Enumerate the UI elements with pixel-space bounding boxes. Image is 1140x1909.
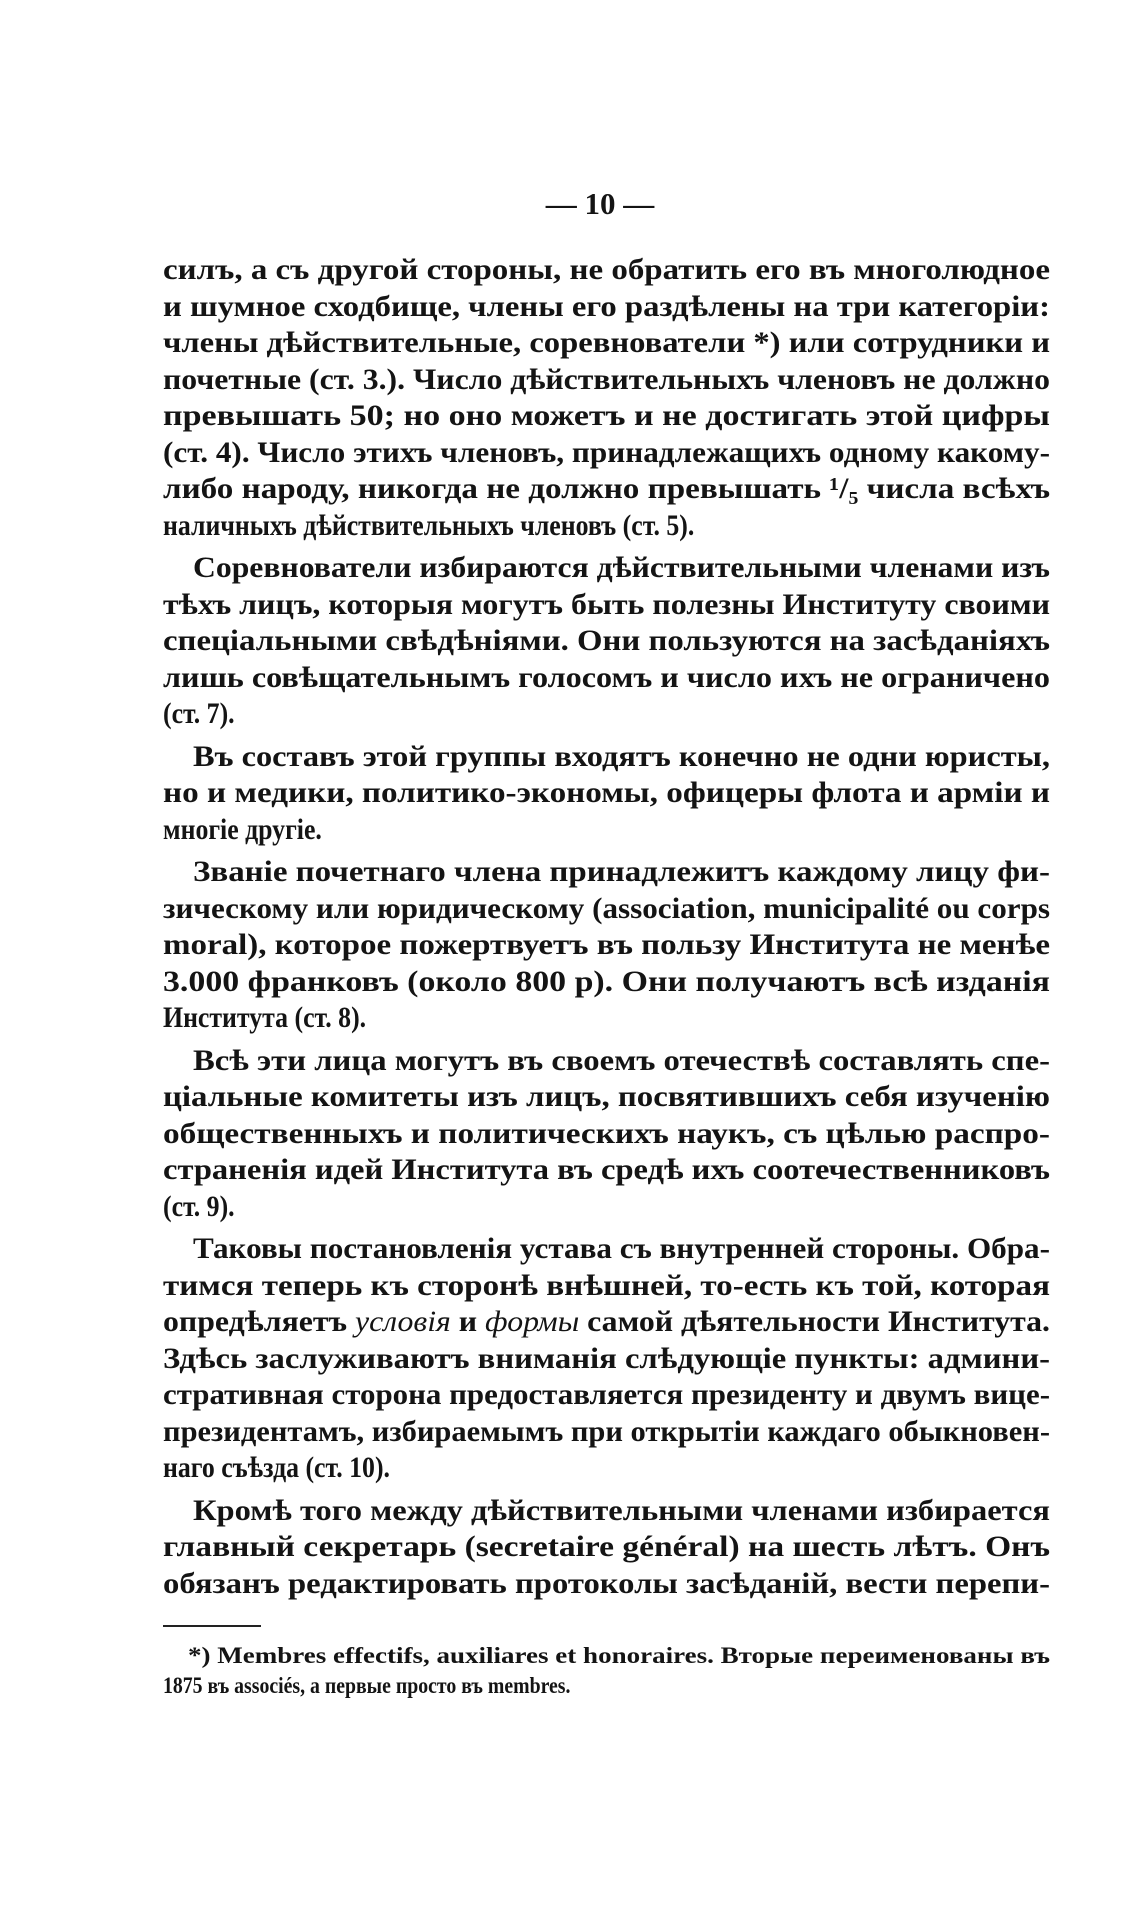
text-run: опредѣляетъ xyxy=(163,1305,356,1338)
text-line: зическому или юридическому (association, municipalité ou corps xyxy=(163,891,1050,925)
text-line: стративная сторона предоставляется президенту и двумъ вице- xyxy=(163,1378,1050,1411)
text-line: ціальные комитеты изъ лицъ, посвятившихъ себя изученію xyxy=(163,1080,1050,1113)
footnote xyxy=(163,1641,1050,1701)
italic-term: условія xyxy=(355,1305,451,1338)
page-number: — 10 — xyxy=(545,186,655,221)
text-line: 1875 въ associés, а первые просто въ membres. xyxy=(163,1673,571,1698)
paragraph xyxy=(163,1043,1050,1226)
text-line: Въ составъ этой группы входятъ конечно не одни юристы, xyxy=(193,739,1050,773)
paragraph xyxy=(163,854,1050,1037)
text-line: Всѣ эти лица могутъ въ своемъ отечествѣ составлять спе- xyxy=(193,1043,1050,1077)
text-run: и xyxy=(450,1305,486,1338)
paragraph xyxy=(163,550,1050,733)
text-line: Званіе почетнаго члена принадлежитъ каждому лицу фи- xyxy=(193,855,1050,888)
text-line: либо народу, никогда не должно превышать ¹/₅ числа всѣхъ xyxy=(163,472,1050,505)
footnote-divider xyxy=(163,1625,261,1627)
text-line: президентамъ, избираемымъ при открытіи каждаго обыкновен- xyxy=(163,1414,1050,1448)
text-line: обязанъ редактировать протоколы засѣданій, вести перепи- xyxy=(163,1566,1050,1600)
text-line: тѣхъ лицъ, которыя могутъ быть полезны Институту своими xyxy=(163,587,1050,621)
text-line: члены дѣйствительные, соревнователи *) или сотрудники и xyxy=(163,326,1050,359)
text-line: но и медики, политико-экономы, офицеры флота и арміи и xyxy=(163,776,1050,809)
italic-term: формы xyxy=(485,1305,580,1338)
body-text xyxy=(163,252,1050,1608)
text-line: Соревнователи избираются дѣйствительными членами изъ xyxy=(193,551,1050,584)
text-line: многіе другіе. xyxy=(163,812,322,846)
paragraph xyxy=(163,1493,1050,1603)
text-line: главный секретарь (secretaire général) на шесть лѣтъ. Онъ xyxy=(163,1530,1050,1563)
text-line: лишь совѣщательнымъ голосомъ и число ихъ не ограничено xyxy=(163,660,1050,694)
paragraph xyxy=(163,739,1050,849)
text-line: moral), которое пожертвуетъ въ пользу Института не менѣе xyxy=(163,928,1050,961)
text-line: Здѣсь заслуживаютъ вниманія слѣдующіе пункты: админи- xyxy=(163,1341,1050,1375)
text-line: превышать 50; но оно можетъ и не достигать этой цифры xyxy=(163,399,1050,432)
text-line: Таковы постановленія устава съ внутренней стороны. Обра- xyxy=(193,1232,1050,1265)
text-line: Института (ст. 8). xyxy=(163,1001,367,1034)
text-line: 3.000 франковъ (около 800 р). Они получаютъ всѣ изданія xyxy=(163,964,1050,998)
paragraph xyxy=(163,1231,1050,1487)
text-line: почетные (ст. 3.). Число дѣйствительныхъ членовъ не должно xyxy=(163,362,1050,396)
text-line: спеціальными свѣдѣніями. Они пользуются на засѣданіяхъ xyxy=(163,624,1050,657)
text-line: (ст. 9). xyxy=(163,1189,235,1223)
text-run: самой дѣятельности Института. xyxy=(579,1305,1050,1338)
text-line: тимся теперь къ сторонѣ внѣшней, то-есть къ той, которая xyxy=(163,1268,1050,1302)
text-line: силъ, а съ другой стороны, не обратить его въ многолюдное xyxy=(163,253,1050,286)
paragraph xyxy=(163,252,1050,544)
text-line: наго съѣзда (ст. 10). xyxy=(163,1451,390,1484)
text-line: наличныхъ дѣйствительныхъ членовъ (ст. 5). xyxy=(163,508,695,542)
text-line: (ст. 4). Число этихъ членовъ, принадлежащихъ одному какому- xyxy=(163,435,1050,469)
text-line: Кромѣ того между дѣйствительными членами избирается xyxy=(193,1493,1050,1527)
text-line: *) Membres effectifs, auxiliares et honoraires. Вторые переименованы въ xyxy=(188,1643,1050,1668)
text-line: общественныхъ и политическихъ наукъ, съ цѣлью распро- xyxy=(163,1116,1050,1150)
text-line: и шумное сходбище, члены его раздѣлены на три категоріи: xyxy=(163,289,1050,323)
text-line xyxy=(163,1304,1050,1341)
text-line: страненія идей Института въ средѣ ихъ соотечественниковъ xyxy=(163,1153,1050,1186)
text-line: (ст. 7). xyxy=(163,697,235,730)
